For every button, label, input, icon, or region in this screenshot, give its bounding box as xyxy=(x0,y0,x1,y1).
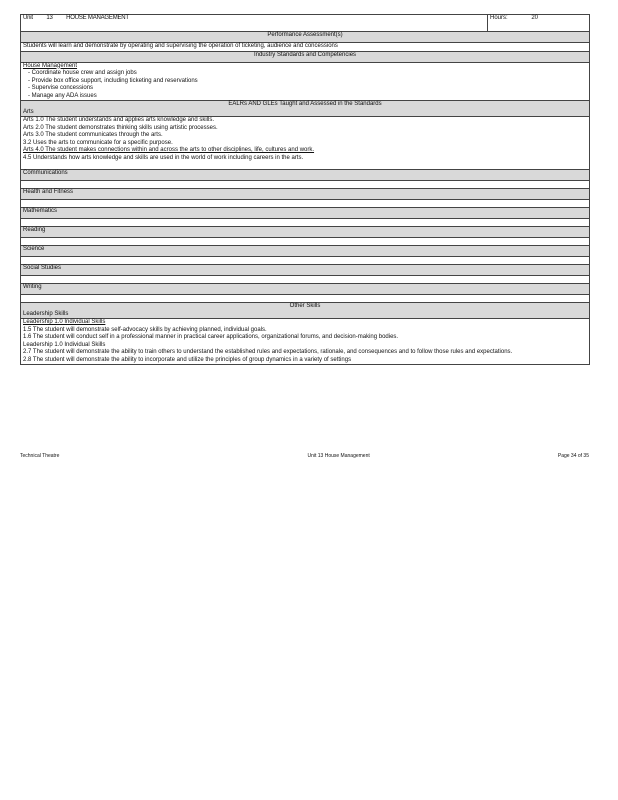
category-row xyxy=(21,208,590,219)
other-skills-content xyxy=(21,319,590,365)
arts-item: 3.2 Uses the arts to communicate for a specific purpose. xyxy=(23,139,173,146)
leadership-item: Leadership 1.0 Individual Skills xyxy=(23,341,106,348)
other-skills-heading-row xyxy=(21,303,590,319)
unit-title: HOUSE MANAGEMENT xyxy=(66,15,129,21)
page-footer xyxy=(20,453,589,459)
category-row xyxy=(21,284,590,295)
category-blank xyxy=(21,238,590,246)
performance-heading: Performance Assessment(s) xyxy=(21,32,590,43)
footer-unit: Unit 13 House Management xyxy=(307,453,370,459)
category-row xyxy=(21,265,590,276)
industry-content-row xyxy=(21,62,590,101)
document xyxy=(20,14,589,365)
category-blank xyxy=(21,257,590,265)
leadership-label: Leadership Skills xyxy=(23,310,69,317)
ealrs-heading-row xyxy=(21,101,590,117)
industry-heading-row xyxy=(21,51,590,62)
industry-item: - Coordinate house crew and assign jobs xyxy=(28,70,137,76)
footer-course: Technical Theatre xyxy=(20,453,60,459)
arts-content-row xyxy=(21,117,590,170)
industry-title: House Management xyxy=(23,62,78,69)
unit-number: 13 xyxy=(46,15,53,21)
footer-page-number: Page 34 of 35 xyxy=(557,453,589,459)
arts-label: Arts xyxy=(23,108,34,115)
hours-header xyxy=(488,15,590,32)
industry-content xyxy=(21,62,590,101)
arts-content xyxy=(21,117,590,170)
other-skills-content-row xyxy=(21,319,590,365)
unit-label: Unit xyxy=(23,15,33,21)
category-blank xyxy=(21,200,590,208)
industry-item: - Supervise concessions xyxy=(28,85,94,91)
unit-header xyxy=(21,15,488,32)
category-blank xyxy=(21,219,590,227)
industry-heading: Industry Standards and Competencies xyxy=(21,51,590,62)
category-blank xyxy=(21,295,590,303)
category-blank xyxy=(21,181,590,189)
leadership-item: 2.8 The student will demonstrate the ability to incorporate and utilize the principles of group dynamics in a variety of settings xyxy=(23,356,352,363)
hours-value: 20 xyxy=(531,15,539,21)
category-row xyxy=(21,170,590,181)
arts-item: Arts 1.0 The student understands and applies arts knowledge and skills. xyxy=(23,117,215,123)
leadership-item: 2.7 The student will demonstrate the ability to train others to understand the established rules and expectations, rationale, and consequences and to follow those rules and expectations. xyxy=(23,349,513,355)
hours-label: Hours: xyxy=(490,15,508,21)
performance-text: Students will learn and demonstrate by operating and supervising the operation of ticketing, audience and concessions xyxy=(21,43,590,52)
other-skills-heading xyxy=(21,303,590,319)
category-writing: Writing xyxy=(21,284,590,295)
arts-item: Arts 4.0 The student makes connections within and across the arts to other disciplines, life, cultures and work. xyxy=(23,147,315,153)
category-row xyxy=(21,189,590,200)
arts-item: Arts 3.0 The student communicates through the arts. xyxy=(23,132,163,138)
arts-item: 4.5 Understands how arts knowledge and skills are used in the world of work including careers in the arts. xyxy=(23,154,304,161)
ealrs-heading-text: EALRs AND GLEs Taught and Assessed in the Standards xyxy=(228,101,382,107)
category-mathematics: Mathematics xyxy=(21,208,590,219)
leadership-item: 1.5 The student will demonstrate self-advocacy skills by achieving planned, individual goals. xyxy=(23,326,267,333)
category-health-fitness: Health and Fitness xyxy=(21,189,590,200)
other-skills-heading-text: Other Skills xyxy=(289,303,321,309)
performance-text-row xyxy=(21,43,590,52)
category-reading: Reading xyxy=(21,227,590,238)
arts-item: Arts 2.0 The student demonstrates thinking skills using artistic processes. xyxy=(23,124,218,131)
category-row xyxy=(21,246,590,257)
category-science: Science xyxy=(21,246,590,257)
category-row xyxy=(21,227,590,238)
ealrs-heading xyxy=(21,101,590,117)
industry-item: - Provide box office support, including ticketing and reservations xyxy=(28,77,198,84)
industry-item: - Manage any ADA issues xyxy=(28,92,97,99)
unit-header-row xyxy=(21,15,590,32)
leadership-item: Leadership 1.0 Individual Skills xyxy=(23,319,106,325)
category-blank xyxy=(21,276,590,284)
unit-form-table xyxy=(20,14,590,365)
category-social-studies: Social Studies xyxy=(21,265,590,276)
leadership-item: 1.6 The student will conduct self in a professional manner in practical career applications, organizational forums, and decision-making bodies. xyxy=(23,334,399,340)
category-communications: Communications xyxy=(21,170,590,181)
performance-heading-row xyxy=(21,32,590,43)
